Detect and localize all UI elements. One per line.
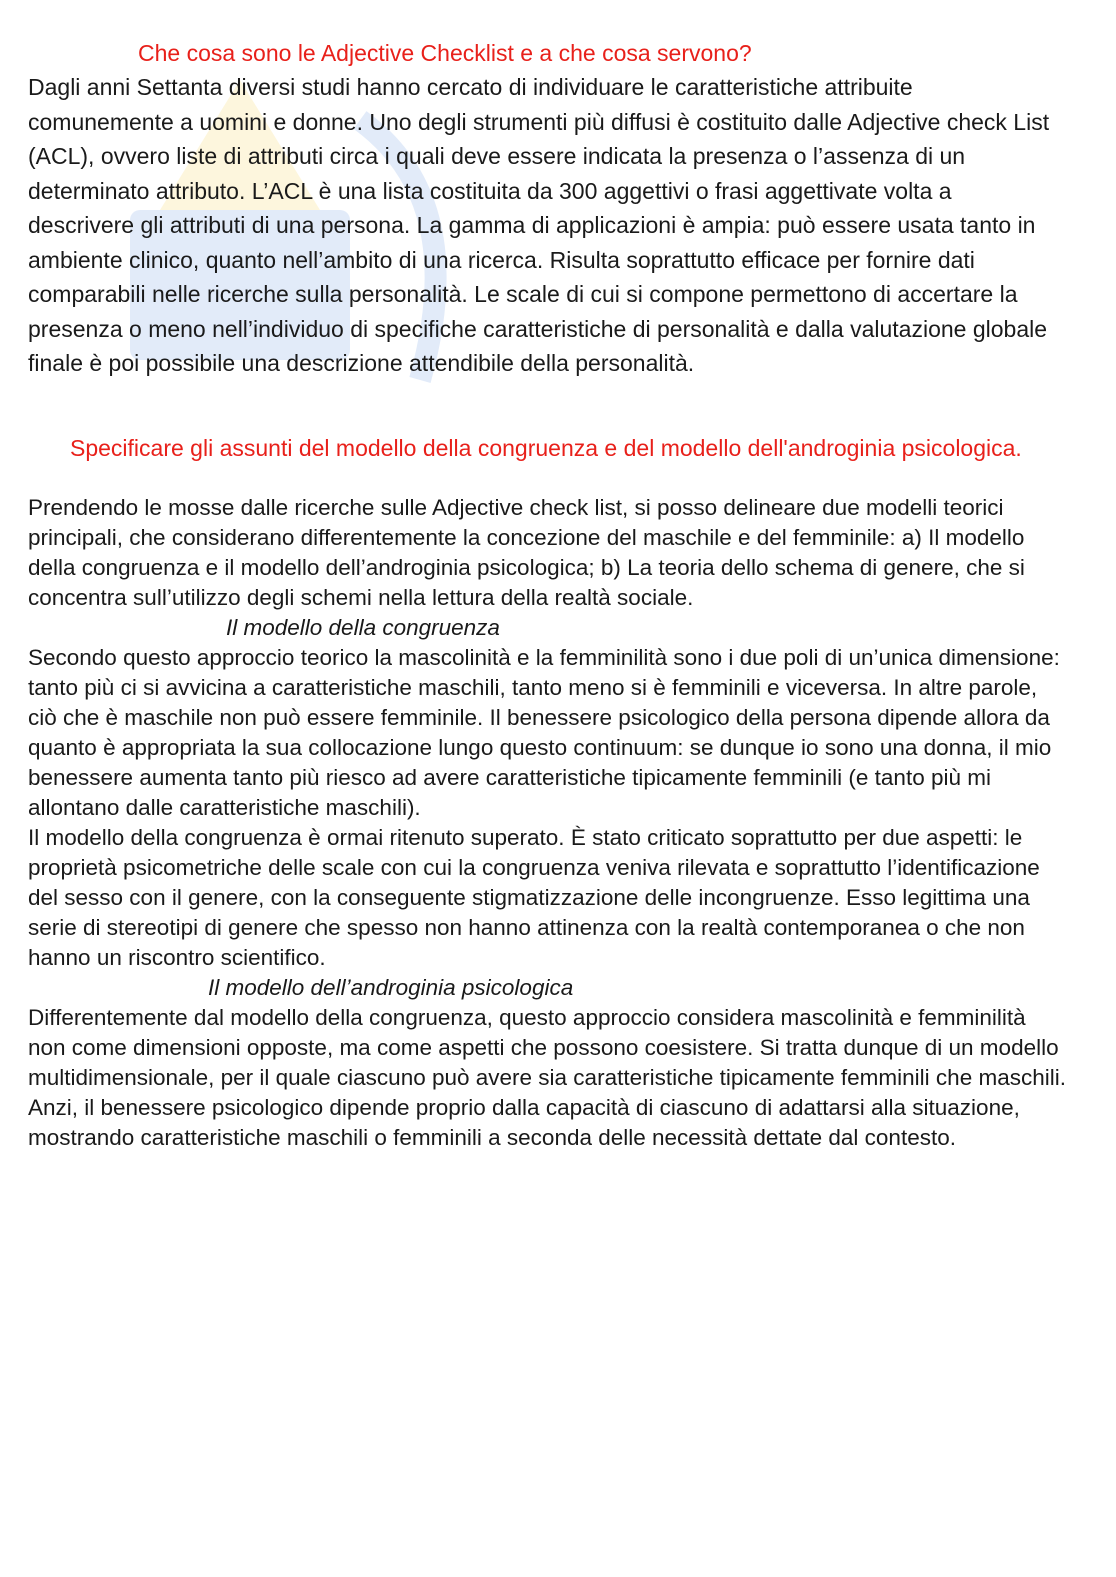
subheading-androgyny-model: Il modello dell’androginia psicologica: [208, 975, 574, 1000]
subheading-congruence-model: Il modello della congruenza: [226, 615, 500, 640]
section-models: [28, 493, 1068, 1153]
question-heading-1: Che cosa sono le Adjective Checklist e a che cosa servono?: [138, 40, 752, 66]
question-heading-2: Specificare gli assunti del modello della congruenza e del modello dell'androginia psicologica.: [70, 435, 1022, 461]
paragraph-acl: Dagli anni Settanta diversi studi hanno cercato di individuare le caratteristiche attribuite comunemente a uomini e donne. Uno degli strumenti più diffusi è costituito dalle Adjective check List (ACL), ovvero liste di attributi circa i quali deve essere indicata la presenza o l’assenza di un determinato attributo. L’ACL è una lista costituita da 300 aggettivi o frasi aggettivate volta a descrivere gli attributi di una persona. La gamma di applicazioni è ampia: può essere usata tanto in ambiente clinico, quanto nell’ambito di una ricerca. Risulta soprattutto efficace per fornire dati comparabili nelle ricerche sulla personalità. Le scale di cui si compone permettono di accertare la presenza o meno nell’individuo di specifiche caratteristiche di personalità e dalla valutazione globale finale è poi possibile una descrizione attendibile della personalità.: [28, 74, 1050, 376]
paragraph-intro: Prendendo le mosse dalle ricerche sulle Adjective check list, si posso delineare due modelli teorici principali, che considerano differentemente la concezione del maschile e del femminile: a) Il modello della congruenza e il modello dell’androginia psicologica; b) La teoria dello schema di genere, che si concentra sull’utilizzo degli schemi nella lettura della realtà sociale.: [28, 495, 1025, 610]
paragraph-congruence-2: Il modello della congruenza è ormai ritenuto superato. È stato criticato soprattutto per due aspetti: le proprietà psicometriche delle scale con cui la congruenza veniva rilevata e soprattutto l’identificazione del sesso con il genere, con la conseguente stigmatizzazione delle incongruenze. Esso legittima una serie di stereotipi di genere che spesso non hanno attinenza con la realtà contemporanea o che non hanno un riscontro scientifico.: [28, 825, 1040, 970]
paragraph-androgyny: Differentemente dal modello della congruenza, questo approccio considera mascolinità e femminilità non come dimensioni opposte, ma come aspetti che possono coesistere. Si tratta dunque di un modello multidimensionale, per il quale ciascuno può avere sia caratteristiche tipicamente femminili che maschili. Anzi, il benessere psicologico dipende proprio dalla capacità di ciascuno di adattarsi alla situazione, mostrando caratteristiche maschili o femminili a seconda delle necessità dettate dal contesto.: [28, 1005, 1066, 1150]
paragraph-congruence-1: Secondo questo approccio teorico la mascolinità e la femminilità sono i due poli di un’unica dimensione: tanto più ci si avvicina a caratteristiche maschili, tanto meno si è femminili e viceversa. In altre parole, ciò che è maschile non può essere femminile. Il benessere psicologico della persona dipende allora da quanto è appropriata la sua collocazione lungo questo continuum: se dunque io sono una donna, il mio benessere aumenta tanto più riesco ad avere caratteristiche tipicamente femminili (e tanto più mi allontano dalle caratteristiche maschili).: [28, 645, 1060, 820]
